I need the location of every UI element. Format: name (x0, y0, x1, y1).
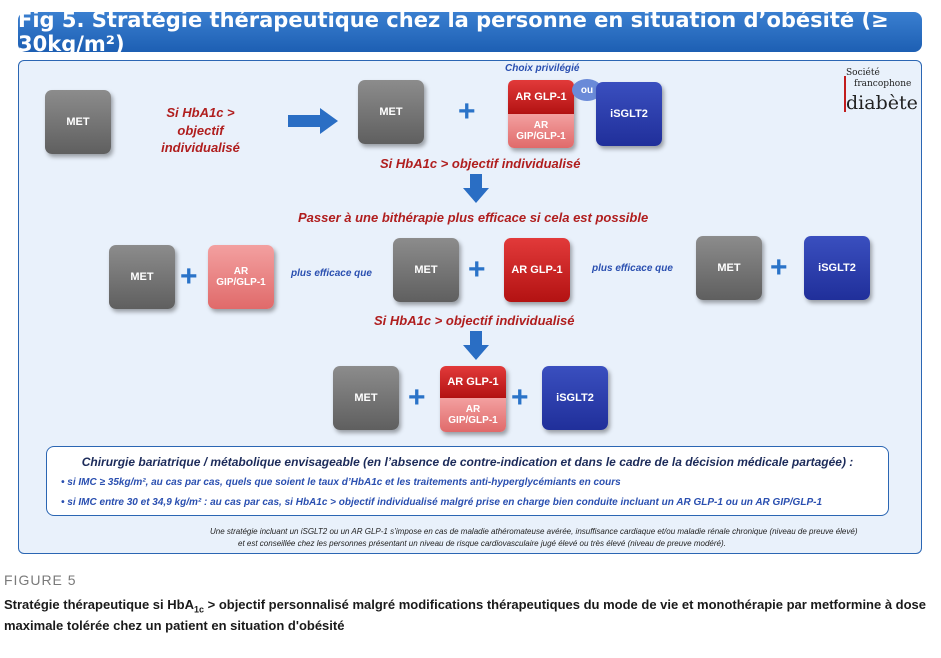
logo-line-1: Société (846, 68, 880, 78)
surgery-title: Chirurgie bariatrique / métabolique envisageable (en l’absence de contre-indication et dans le cadre de la décision médicale partagée) : (81, 455, 854, 469)
isglt2-box-row2: iSGLT2 (804, 236, 870, 300)
logo-line-2: francophone (854, 79, 912, 89)
choix-privilegie-label: Choix privilégié (505, 63, 580, 74)
condition-1-line1: Si HbA1c > (166, 105, 235, 120)
sfd-logo (844, 68, 916, 118)
ar-gip-glp1-box-row1 (508, 114, 574, 148)
plus-icon: + (458, 95, 476, 128)
condition-1 (138, 104, 263, 157)
met-box-row2b: MET (393, 238, 459, 302)
surgery-item-2: • si IMC entre 30 et 34,9 kg/m² : au cas par cas, si HbA1c > objectif individualisé malgré prise en charge bien conduite incluant un AR GLP-1 ou un AR GIP/GLP-1 (61, 497, 823, 508)
arrow-down-icon (462, 174, 490, 204)
gip-line1: AR (533, 119, 549, 131)
ar-gip-glp1-box-row2 (208, 245, 274, 309)
met-box-start: MET (45, 90, 111, 154)
met-box-row3: MET (333, 366, 399, 430)
condition-1-line2: objectif individualisé (161, 122, 240, 156)
bitherapie-label: Passer à une bithérapie plus efficace si cela est possible (298, 210, 649, 225)
ar-glp1-box-row1: AR GLP-1 (508, 80, 574, 114)
plus-efficace-label-2: plus efficace que (592, 263, 673, 274)
met-box-row2a: MET (109, 245, 175, 309)
plus-icon: + (180, 260, 198, 293)
plus-icon: + (408, 381, 426, 414)
logo-line-3: diabète (846, 92, 918, 114)
ar-glp1-box-row3: AR GLP-1 (440, 366, 506, 398)
plus-icon: + (770, 251, 788, 284)
gip-line1: AR (233, 265, 249, 277)
plus-icon: + (468, 253, 486, 286)
gip-line1: AR (465, 403, 481, 415)
plus-efficace-label-1: plus efficace que (291, 268, 372, 279)
arrow-right-icon (288, 108, 340, 134)
ar-gip-glp1-box-row3 (440, 398, 506, 432)
gip-line2: GIP/GLP-1 (216, 277, 266, 288)
plus-icon: + (511, 381, 529, 414)
met-box-row1: MET (358, 80, 424, 144)
gip-line2: GIP/GLP-1 (516, 131, 566, 142)
caption-subscript: 1c (193, 604, 204, 615)
caption-rest: > objectif personnalisé malgré modifications thérapeutiques du mode de vie et monothérapie par metformine à dose maximale tolérée chez un patient en situation d'obésité (4, 597, 927, 633)
condition-3: Si HbA1c > objectif individualisé (374, 313, 575, 328)
met-box-row2c: MET (696, 236, 762, 300)
isglt2-box-row1: iSGLT2 (596, 82, 662, 146)
caption-prefix: Stratégie thérapeutique si HbA (4, 597, 194, 612)
ar-glp1-box-row2: AR GLP-1 (504, 238, 570, 302)
footnote-1: Une stratégie incluant un iSGLT2 ou un AR GLP-1 s’impose en cas de maladie athéromateuse avérée, insuffisance cardiaque et/ou maladie rénale chronique (niveau de preuve élevé) (210, 527, 858, 536)
gip-line2: GIP/GLP-1 (448, 415, 498, 426)
figure-caption (4, 596, 934, 635)
figure-title: Fig 5. Stratégie thérapeutique chez la personne en situation d’obésité (≥ 30kg/m²) (18, 12, 922, 52)
isglt2-box-row3: iSGLT2 (542, 366, 608, 430)
arrow-down-icon (462, 331, 490, 361)
figure-label: FIGURE 5 (4, 572, 77, 588)
surgery-box (46, 446, 889, 516)
condition-2: Si HbA1c > objectif individualisé (380, 156, 581, 171)
footnote-2: et est conseillée chez les personnes présentant un niveau de risque cardiovasculaire jugé élevé ou très élevé (niveau de preuve modéré). (238, 539, 726, 548)
surgery-item-1: • si IMC ≥ 35kg/m², au cas par cas, quels que soient le taux d’HbA1c et les traitements anti-hyperglycémiants en cours (61, 477, 621, 488)
ou-badge: ou (572, 79, 602, 101)
